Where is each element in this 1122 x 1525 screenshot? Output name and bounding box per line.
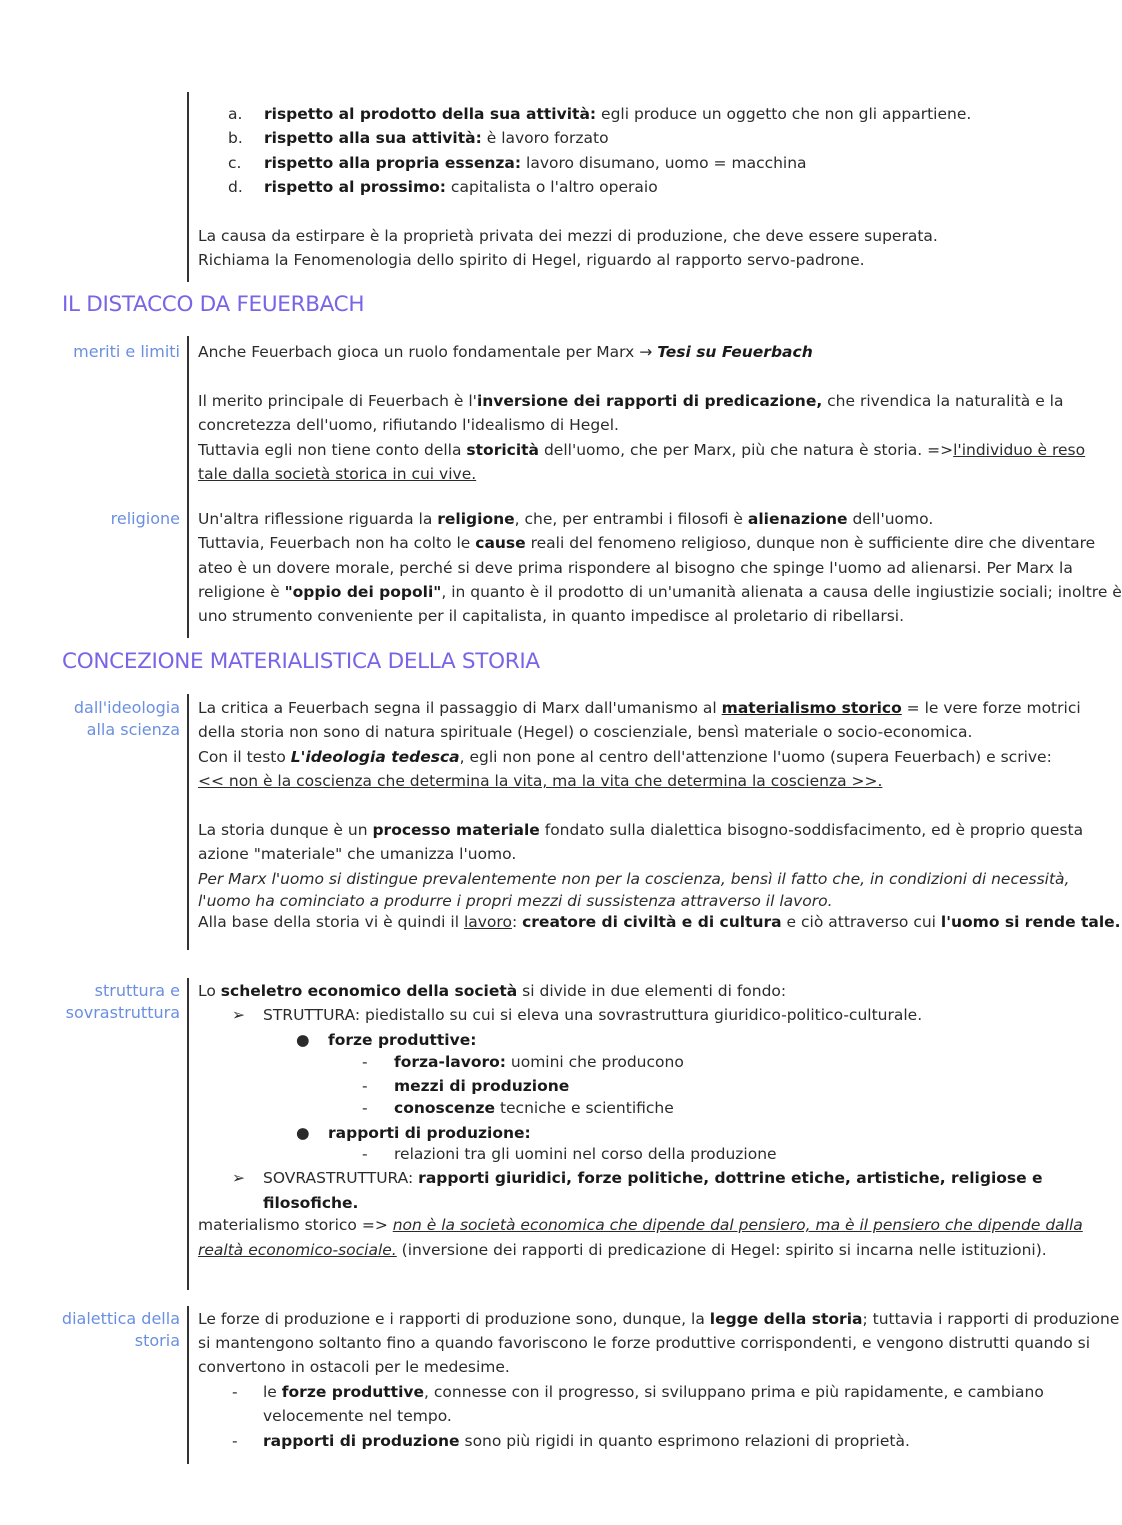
margin-label: storia (134, 1331, 180, 1350)
cause-text: La causa da estirpare è la proprietà privata dei mezzi di produzione, che deve essere superata. (198, 227, 938, 245)
paragraph-line: azione "materiale" che umanizza l'uomo. (198, 845, 517, 863)
paragraph-line: Lo scheletro economico della società si divide in due elementi di fondo: (198, 982, 787, 1000)
margin-line (187, 978, 189, 1290)
list-item: ● rapporti di produzione: (296, 1124, 531, 1142)
paragraph-line: religione è "oppio dei popoli", in quanto è il prodotto di un'umanità alienata a causa delle ingiustizie sociali; inoltre è (198, 583, 1122, 601)
paragraph-line: La storia dunque è un processo materiale fondato sulla dialettica bisogno-soddisfacimento, ed è proprio questa (198, 821, 1084, 839)
paragraph-line: La critica a Feuerbach segna il passaggio di Marx dall'umanismo al materialismo storico = le vere forze motrici (198, 699, 1081, 717)
list-item: - relazioni tra gli uomini nel corso della produzione (362, 1145, 777, 1163)
paragraph-line: ateo è un dovere morale, perché si deve prima rispondere al bisogno che spinge l'uomo ad alienarsi. Per Marx la (198, 559, 1073, 577)
paragraph-line: realtà economico-sociale. (inversione dei rapporti di predicazione di Hegel: spirito si incarna nelle istituzioni). (198, 1241, 1047, 1259)
list-item: ➢ STRUTTURA: piedistallo su cui si eleva una sovrastruttura giuridico-politico-culturale. (232, 1006, 923, 1024)
paragraph-line: materialismo storico => non è la società economica che dipende dal pensiero, ma è il pensiero che dipende dalla (198, 1216, 1083, 1234)
paragraph-line: tale dalla società storica in cui vive. (198, 465, 477, 483)
paragraph-line: convertono in ostacoli per le medesime. (198, 1358, 510, 1376)
list-item: - forza-lavoro: uomini che producono (362, 1053, 684, 1071)
margin-label: sovrastruttura (65, 1003, 180, 1022)
margin-label: meriti e limiti (73, 342, 180, 361)
paragraph-line: Con il testo L'ideologia tedesca, egli non pone al centro dell'attenzione l'uomo (supera Feuerbach) e scrive: (198, 748, 1052, 766)
list-item: ● forze produttive: (296, 1031, 477, 1049)
paragraph-line: Il merito principale di Feuerbach è l'inversione dei rapporti di predicazione, che rivendica la naturalità e la (198, 392, 1064, 410)
paragraph-line: uno strumento conveniente per il capitalista, in quanto impedisce al proletario di ribellarsi. (198, 607, 905, 625)
paragraph-line: Anche Feuerbach gioca un ruolo fondamentale per Marx → Tesi su Feuerbach (198, 343, 813, 361)
paragraph-line: concretezza dell'uomo, rifiutando l'idealismo di Hegel. (198, 416, 619, 434)
list-item: - rapporti di produzione sono più rigidi in quanto esprimono relazioni di proprietà. (232, 1432, 910, 1450)
margin-line (187, 694, 189, 950)
list-item: - conoscenze tecniche e scientifiche (362, 1099, 674, 1117)
margin-label: dialettica della (61, 1309, 180, 1328)
margin-line (187, 92, 189, 282)
section-title: CONCEZIONE MATERIALISTICA DELLA STORIA (62, 649, 540, 674)
paragraph-line: Tuttavia egli non tiene conto della storicità dell'uomo, che per Marx, più che natura è storia. =>l'individuo è reso (198, 441, 1086, 459)
cause-text: Richiama la Fenomenologia dello spirito di Hegel, riguardo al rapporto servo-padrone. (198, 251, 865, 269)
list-item: - le forze produttive, connesse con il progresso, si sviluppano prima e più rapidamente, e cambiano (232, 1383, 1044, 1401)
list-item: ➢ SOVRASTRUTTURA: rapporti giuridici, forze politiche, dottrine etiche, artistiche, religiose e (232, 1169, 1043, 1187)
section-title: IL DISTACCO DA FEUERBACH (62, 292, 365, 317)
paragraph-line: si mantengono soltanto fino a quando favoriscono le forze produttive corrispondenti, e vengono distrutti quando si (198, 1334, 1091, 1352)
list-item: filosofiche. (263, 1194, 359, 1212)
margin-label: religione (110, 509, 180, 528)
paragraph-line: Alla base della storia vi è quindi il lavoro: creatore di civiltà e di cultura e ciò attraverso cui l'uomo si rende tale. (198, 913, 1121, 931)
list-item: a. rispetto al prodotto della sua attività: egli produce un oggetto che non gli appartiene. (228, 105, 972, 123)
list-item: - mezzi di produzione (362, 1077, 570, 1095)
list-item: c. rispetto alla propria essenza: lavoro disumano, uomo = macchina (228, 154, 807, 172)
margin-line (187, 1306, 189, 1464)
margin-label: dall'ideologia (73, 698, 180, 717)
margin-label: struttura e (94, 981, 180, 1000)
paragraph-line: Le forze di produzione e i rapporti di produzione sono, dunque, la legge della storia; tuttavia i rapporti di produzione (198, 1310, 1120, 1328)
paragraph-line: Un'altra riflessione riguarda la religione, che, per entrambi i filosofi è alienazione dell'uomo. (198, 510, 934, 528)
margin-line (187, 336, 189, 638)
margin-label: alla scienza (86, 720, 180, 739)
paragraph-line: l'uomo ha cominciato a produrre i propri mezzi di sussistenza attraverso il lavoro. (198, 892, 833, 910)
list-item: b. rispetto alla sua attività: è lavoro forzato (228, 129, 609, 147)
quote-line: << non è la coscienza che determina la vita, ma la vita che determina la coscienza >>. (198, 772, 883, 790)
list-item: velocemente nel tempo. (263, 1407, 452, 1425)
list-item: d. rispetto al prossimo: capitalista o l'altro operaio (228, 178, 658, 196)
paragraph-line: Tuttavia, Feuerbach non ha colto le cause reali del fenomeno religioso, dunque non è sufficiente dire che diventare (198, 534, 1096, 552)
paragraph-line: Per Marx l'uomo si distingue prevalentemente non per la coscienza, bensì il fatto che, in condizioni di necessità, (198, 870, 1070, 888)
paragraph-line: della storia non sono di natura spirituale (Hegel) o coscienziale, bensì materiale o socio-economica. (198, 723, 973, 741)
